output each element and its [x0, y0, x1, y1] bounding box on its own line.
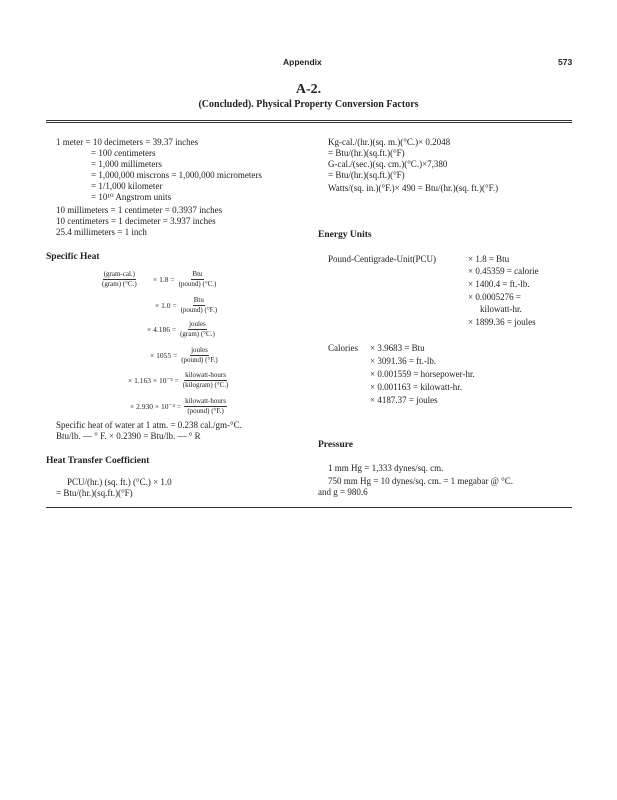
- page-number: 573: [558, 57, 573, 67]
- right-conversion-line: Kg-cal./(hr.)(sq. m.)(°C.)× 0.2048: [328, 137, 451, 147]
- fraction-denominator: (pound) (°C.): [178, 280, 217, 288]
- specific-heat-row: [153, 270, 217, 289]
- calories-row: × 4187.37 = joules: [370, 395, 438, 405]
- fraction-numerator: joules: [191, 346, 208, 354]
- heat-transfer-heading: Heat Transfer Coefficient: [46, 456, 150, 466]
- table-caption: (Concluded). Physical Property Conversion Factors: [198, 99, 419, 110]
- table-number: A-2.: [295, 82, 322, 97]
- right-conversion-line: Watts/(sq. in.)(°F.)× 490 = Btu/(hr.)(sq. ft.)(°F.): [328, 183, 499, 193]
- fraction-numerator: Btu: [192, 270, 203, 278]
- specific-heat-note: Specific heat of water at 1 atm. = 0.238 cal./gm-°C.: [56, 420, 242, 430]
- length-line: = 1/1,000 kilometer: [91, 181, 163, 191]
- fraction-numerator: joules: [189, 320, 206, 328]
- pcu-row: × 1899.36 = joules: [468, 317, 536, 327]
- pcu-row: × 1400.4 = ft.-lb.: [468, 279, 530, 289]
- right-conversion-line: = Btu/(hr.)(sq.ft.)(°F): [328, 148, 405, 158]
- specific-heat-lhs: [101, 270, 138, 289]
- conversion-factor: × 1.8 =: [153, 275, 175, 284]
- length-line: 10 centimeters = 1 decimeter = 3.937 inches: [56, 216, 216, 226]
- conversion-factor: × 1.163 × 10⁻³ =: [128, 376, 179, 385]
- pcu-row: × 1.8 = Btu: [468, 254, 510, 264]
- pressure-line: 1 mm Hg = 1,333 dynes/sq. cm.: [328, 463, 444, 473]
- fraction-denominator: (pound) (°F.): [180, 306, 218, 314]
- fraction-numerator: kilowatt-hours: [185, 397, 226, 405]
- energy-units-heading: Energy Units: [318, 230, 372, 240]
- pcu-row: kilowatt-hr.: [480, 304, 522, 314]
- length-line: = 1,000 millimeters: [91, 159, 162, 169]
- fraction-denominator: (pound) (°F.): [187, 407, 224, 415]
- conversion-factor: × 4.186 =: [147, 325, 177, 334]
- top-rule-thin: [46, 122, 572, 123]
- calories-row: × 0.001163 = kilowatt-hr.: [370, 382, 463, 392]
- pcu-label: Pound-Centigrade-Unit(PCU): [328, 254, 436, 264]
- fraction-denominator: (gram) (°C.): [102, 280, 137, 288]
- specific-heat-base-unit: [101, 270, 138, 289]
- length-line: = 10¹⁰ Angstrom units: [91, 192, 172, 202]
- pcu-row: × 0.0005276 =: [468, 292, 521, 302]
- conversion-factor: × 1055 =: [150, 351, 178, 360]
- specific-heat-row: [150, 346, 219, 365]
- fraction-denominator: (pound) (°F.): [181, 356, 218, 364]
- conversion-factor: × 2.930 × 10⁻⁴ =: [130, 402, 182, 411]
- heat-transfer-line: = Btu/(hr.)(sq.ft.)(°F): [56, 488, 133, 498]
- fraction-numerator: kilowatt-hours: [185, 371, 226, 379]
- pressure-line: and g = 980.6: [318, 487, 368, 497]
- specific-heat-row: [155, 296, 218, 315]
- specific-heat-row: [130, 397, 227, 416]
- length-line: = 100 centimeters: [91, 148, 156, 158]
- fraction-denominator: (kilogram) (°C.): [182, 381, 229, 389]
- right-conversion-line: G-cal./(sec.)(sq. cm.)(°C.)×7,380: [328, 159, 448, 169]
- running-header-section: Appendix: [283, 57, 322, 67]
- fraction-numerator: (gram-cal.): [103, 270, 135, 278]
- length-line: 25.4 millimeters = 1 inch: [56, 227, 147, 237]
- heat-transfer-line: PCU/(hr.) (sq. ft.) (°C.) × 1.0: [67, 477, 172, 487]
- specific-heat-note: Btu/lb. — ° F. × 0.2390 = Btu/lb. — ° R: [56, 431, 201, 441]
- specific-heat-heading: Specific Heat: [46, 252, 100, 262]
- length-line: = 1,000,000 miscrons = 1,000,000 micrometers: [91, 170, 262, 180]
- calories-row: × 3091.36 = ft.-lb.: [370, 356, 437, 366]
- pressure-line: 750 mm Hg = 10 dynes/sq. cm. = 1 megabar @ °C.: [328, 476, 514, 486]
- length-line: 10 millimeters = 1 centimeter = 0.3937 inches: [56, 205, 223, 215]
- pcu-row: × 0.45359 = calorie: [468, 266, 539, 276]
- top-rule: [46, 120, 572, 121]
- bottom-rule: [46, 507, 572, 508]
- calories-row: × 3.9683 = Btu: [370, 343, 425, 353]
- specific-heat-row: [128, 371, 229, 390]
- conversion-factor: × 1.0 =: [155, 301, 177, 310]
- fraction-numerator: Btu: [193, 296, 204, 304]
- calories-label: Calories: [328, 343, 358, 353]
- pressure-heading: Pressure: [318, 440, 354, 450]
- calories-row: × 0.001559 = horsepower-hr.: [370, 369, 475, 379]
- specific-heat-row: [147, 320, 216, 339]
- length-line: 1 meter = 10 decimeters = 39.37 inches: [56, 137, 199, 147]
- right-conversion-line: = Btu/(hr.)(sq.ft.)(°F): [328, 170, 405, 180]
- fraction-denominator: (gram) (°C.): [180, 330, 215, 338]
